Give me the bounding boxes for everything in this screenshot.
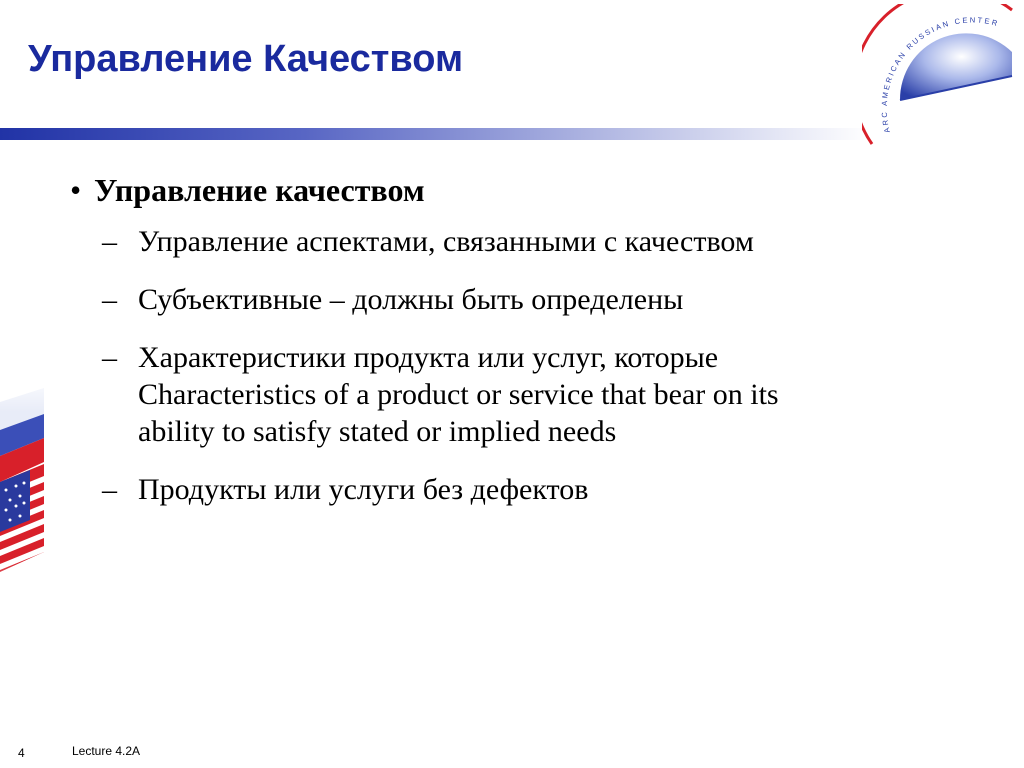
slide-title: Управление Качеством: [28, 38, 464, 80]
sub-bullet-text: [138, 339, 970, 450]
dash-marker: –: [102, 225, 117, 258]
page-number: 4: [18, 746, 25, 760]
slide-content: [70, 172, 970, 529]
dash-marker: –: [102, 283, 117, 316]
sub-bullet-line: Продукты или услуги без дефектов: [138, 473, 589, 506]
sub-bullet-line: Субъективные – должны быть определены: [138, 283, 684, 316]
arc-logo-icon: [862, 4, 1024, 154]
dash-marker: –: [102, 341, 117, 374]
sub-bullet-line: Характеристики продукта или услуг, которые: [138, 341, 719, 374]
sub-bullet-text: [138, 281, 970, 318]
footer-text: Lecture 4.2A: [72, 744, 141, 758]
title-underline-bar: [0, 128, 870, 140]
sub-bullet-item: [70, 471, 970, 508]
sub-bullet-text: [138, 223, 970, 260]
svg-text:ARC AMERICAN RUSSIAN CENTER: ARC AMERICAN RUSSIAN CENTER: [879, 15, 1001, 134]
sub-bullet-list: [70, 223, 970, 508]
sub-bullet-item: [70, 223, 970, 260]
main-bullet: [70, 172, 970, 209]
sub-bullet-line: ability to satisfy stated or implied needs: [138, 415, 617, 448]
sub-bullet-line: Characteristics of a product or service that bear on its: [138, 378, 779, 411]
sub-bullet-item: [70, 281, 970, 318]
main-bullet-text: Управление качеством: [94, 172, 425, 208]
russia-usa-flags-icon: [0, 372, 48, 622]
bullet-marker: •: [70, 172, 82, 208]
sub-bullet-item: [70, 339, 970, 450]
dash-marker: –: [102, 473, 117, 506]
sub-bullet-line: Управление аспектами, связанными с качеством: [138, 225, 754, 258]
sub-bullet-text: [138, 471, 970, 508]
